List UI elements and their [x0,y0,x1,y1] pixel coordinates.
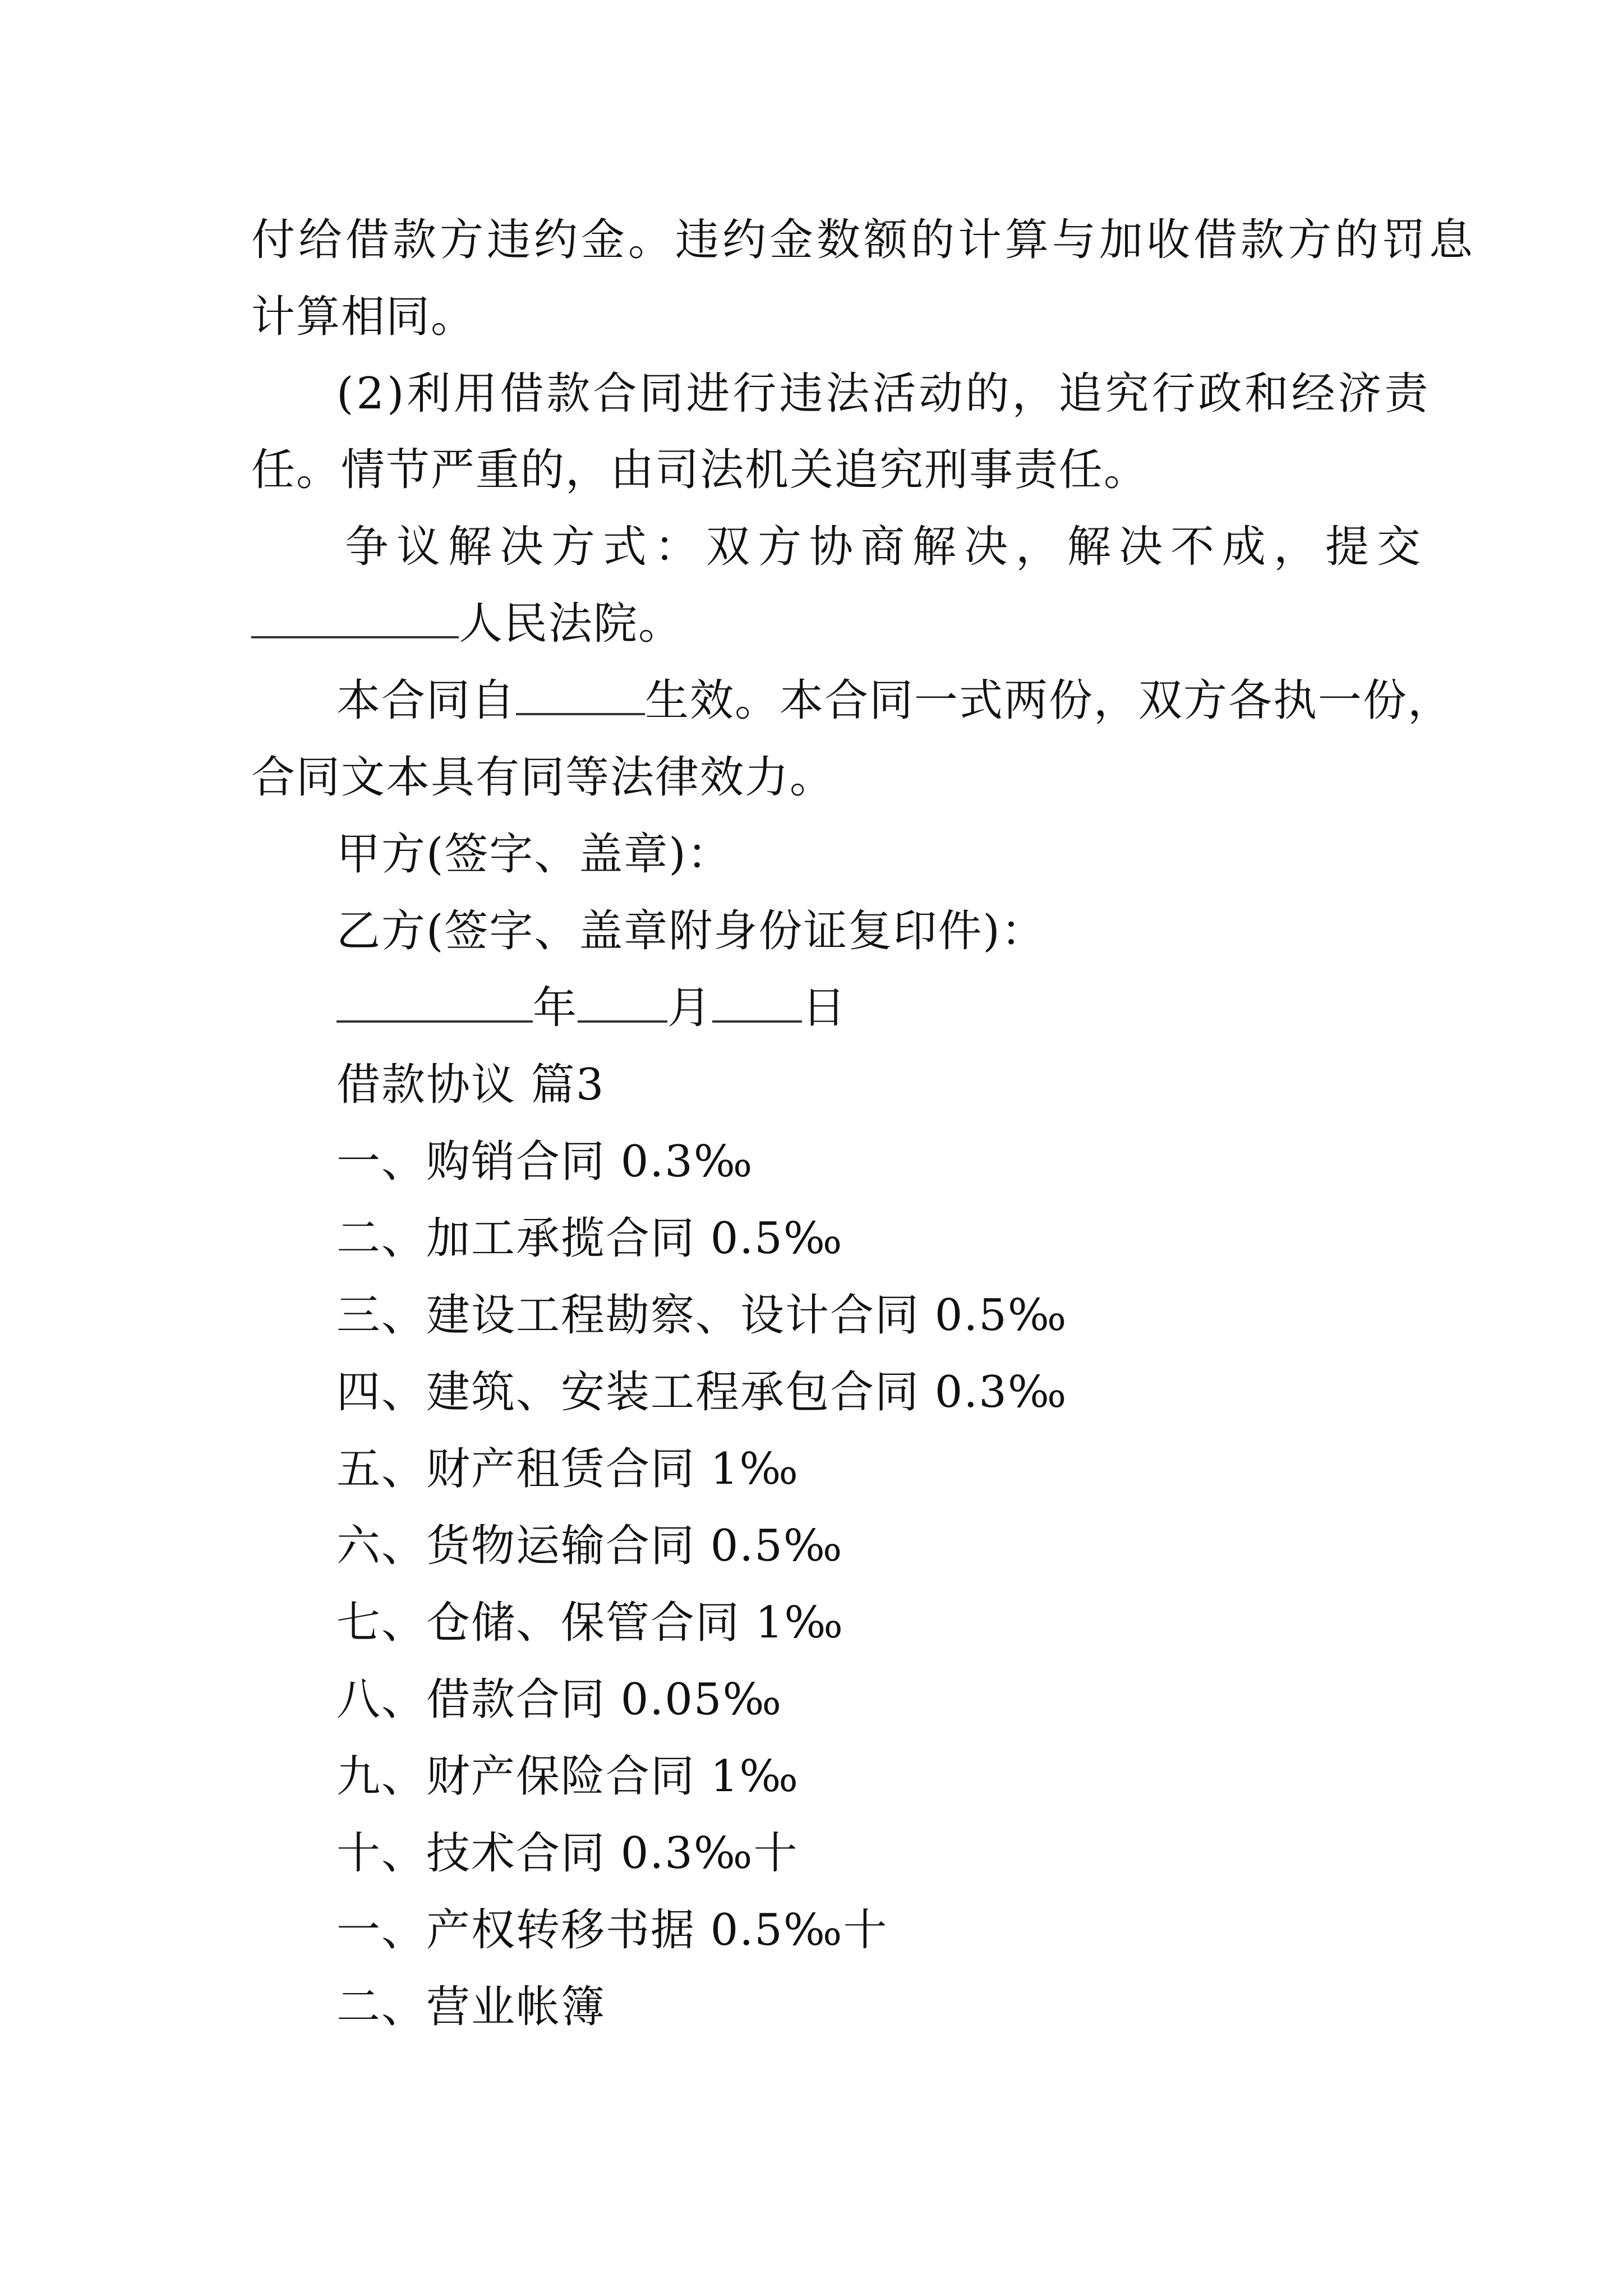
list-item-8: 八、借款合同 0.05‰ [336,1674,783,1725]
court-suffix: 人民法院。 [459,599,684,649]
effective-prefix: 本合同自 [336,675,517,726]
list-item-10: 十、技术合同 0.3‰十 [336,1828,799,1879]
list-item-7: 七、仓储、保管合同 1‰ [336,1598,845,1648]
court-blank [251,597,459,638]
party-b-line: 乙方(签字、盖章附身份证复印件)： [336,906,1046,956]
date-line [336,980,847,1036]
effective-suffix: 生效。本合同一式两份，双方各执一份， [645,675,1453,726]
list-item-9: 九、财产保险合同 1‰ [336,1751,800,1802]
text-line-4: 任。情节严重的，由司法机关追究刑事责任。 [251,445,1149,495]
list-item-3: 三、建设工程勘察、设计合同 0.5‰ [336,1290,1068,1341]
text-line-3: (2)利用借款合同进行违法活动的，追究行政和经济责 [336,369,1431,419]
list-item-1: 一、购销合同 0.3‰ [336,1137,754,1187]
list-item-6: 六、货物运输合同 0.5‰ [336,1521,843,1571]
text-line-6 [251,596,683,652]
day-label: 日 [802,983,847,1033]
text-line-7 [336,673,1453,729]
list-item-11: 一、产权转移书据 0.5‰十 [336,1905,888,1955]
list-item-5: 五、财产租赁合同 1‰ [336,1444,800,1494]
list-item-2: 二、加工承揽合同 0.5‰ [336,1213,843,1264]
text-line-8: 合同文本具有同等法律效力。 [251,752,835,803]
list-item-12: 二、营业帐簿 [336,1982,606,2032]
text-line-2: 计算相同。 [251,292,476,342]
list-item-4: 四、建筑、安装工程承包合同 0.3‰ [336,1367,1068,1418]
section-heading: 借款协议 篇3 [336,1060,605,1110]
text-line-5: 争议解决方式：双方协商解决，解决不成，提交 [345,522,1429,572]
year-label: 年 [533,983,578,1033]
text-line-1: 付给借款方违约金。违约金数额的计算与加收借款方的罚息 [251,215,1477,265]
party-a-line: 甲方(签字、盖章)： [336,829,732,880]
month-blank [578,981,667,1023]
day-blank [712,981,802,1023]
year-blank [336,981,533,1023]
effective-blank [516,674,645,715]
month-label: 月 [667,983,713,1033]
